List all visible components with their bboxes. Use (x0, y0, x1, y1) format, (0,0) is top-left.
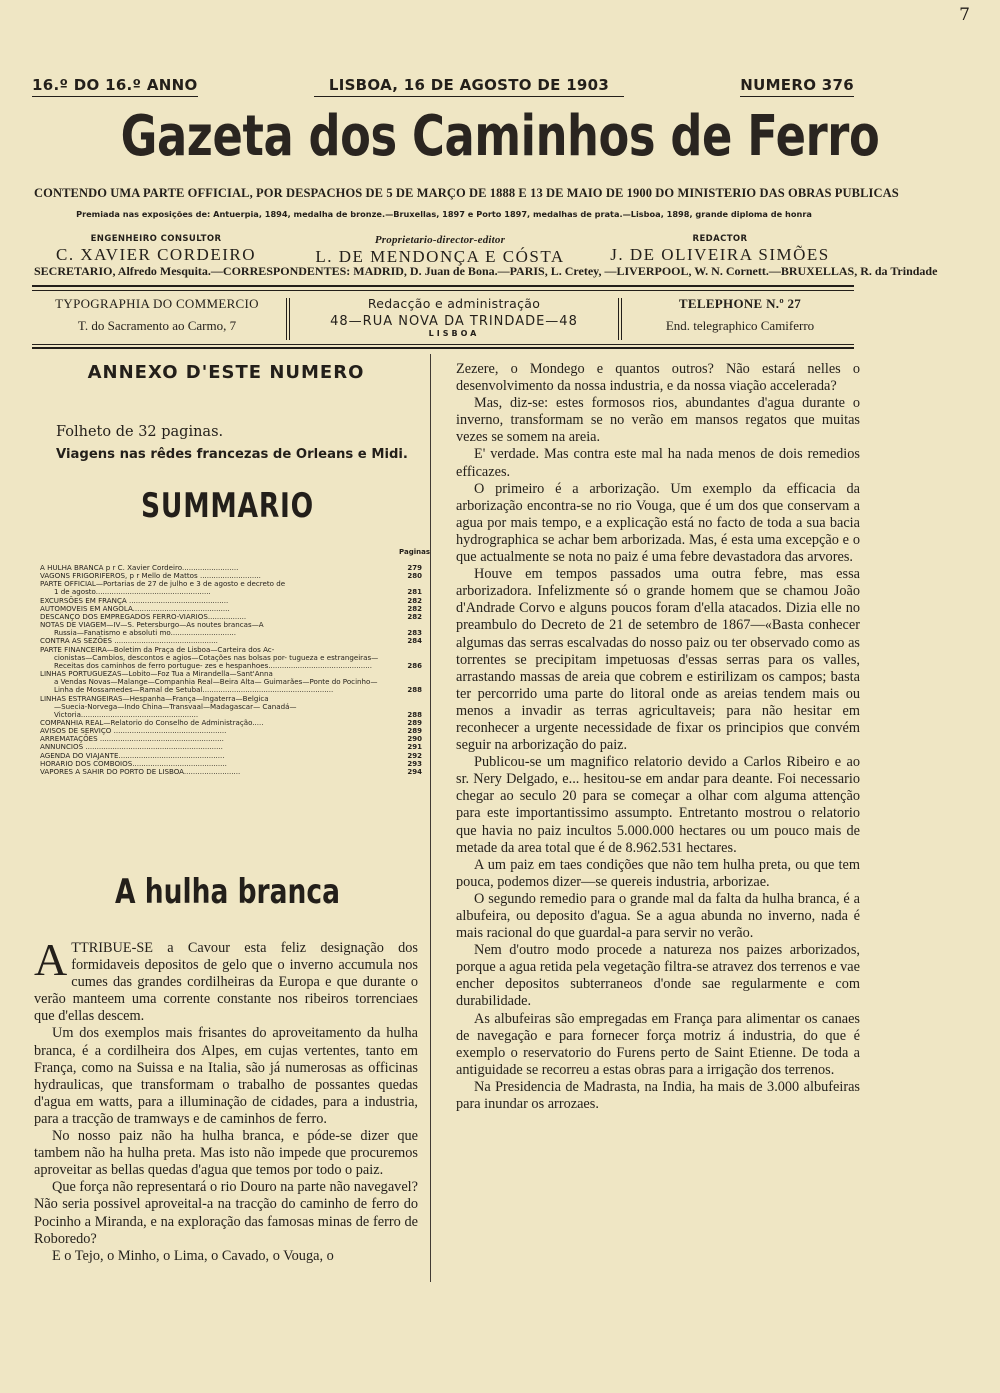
redaccao-city: LISBOA (428, 329, 480, 338)
summary-entry: ANNUNCIOS ............................................................. 291 (40, 742, 422, 752)
typography-box (32, 296, 282, 342)
article-paragraph: Um dos exemplos mais frisantes do aproveitamento da hulha branca, é a cordilheira dos Alpes, em cujas vertentes, tanto em França, como na Suissa e na Italia, são já numerosas as officinas hydraulicas, que transformam o trabalho de possantes quedas d'agua em watts, para a illuminação de cidades, para a industria, para a tracção de tramways e de caminhos de ferro. (34, 1025, 418, 1127)
summary-entry: PARTE FINANCEIRA—Boletim da Praça de Lisboa—Carteira dos Ac- cionistas—Cambios, descontos e agios—Cotações nas bolsas por- tugueza e estrangeiras—Receitas dos caminhos de ferro portugue- zes e hespanhoes.............................................. 286 (40, 644, 422, 670)
summary-entry: LINHAS ESTRANGEIRAS—Hespanha—França—Ingaterra—Belgica —Suecia-Norvega—Indo China—Transvaal—Madagascar— Canadá—Victoria.................................................... 288 (40, 693, 422, 719)
summary-entry: HORARIO DOS COMBOIOS.......................................... 293 (40, 758, 422, 768)
header-rule (32, 285, 854, 287)
summary-entry: A HULHA BRANCA p r C. Xavier Cordeiro......................... 279 (40, 563, 422, 572)
summary-entry: VAPORES A SAHIR DO PORTO DE LISBOA......................... 294 (40, 766, 422, 776)
staff-name: J. DE OLIVEIRA SIMÕES (610, 245, 830, 264)
correspondents-line: SECRETARIO, Alfredo Mesquita.—CORRESPONDENTES: MADRID, D. Juan de Bona.—PARIS, L. Cretey, —LIVERPOOL, W. N. Cornett.—BRUXELLAS, R. da Trindade (34, 264, 938, 278)
article-paragraph: As albufeiras são empregadas em França para alimentar os canaes de navegação e para fornecer força motriz á industria, do que é exemplo o reservatorio do Furens perto de Saint Etienne. De toda a antiguidade se recorreu a estas obras para a irrigação dos terrenos. (456, 1010, 860, 1078)
summary-entry: ARREMATAÇÕES ....................................................... 290 (40, 734, 422, 744)
summary-title: SUMMARIO (140, 486, 315, 526)
typography-address: T. do Sacramento ao Carmo, 7 (77, 318, 237, 333)
telephone-box (626, 296, 854, 342)
article-paragraph: E o Tejo, o Minho, o Lima, o Cavado, o Vouga, o (52, 1247, 334, 1264)
header-rule (32, 347, 854, 349)
article-paragraph: Publicou-se um magnifico relatorio devido a Carlos Ribeiro e ao sr. Nery Delgado, e... hesitou-se em andar para deante. Foi necessario chegar ao seculo 20 para se começar a olhar com alguma attenção para este importantissimo assumpto. Entretanto mostrou o relatorio que havia no paiz incultos 5.000.000 hectares ou um pouco mais de metade da area total que é de 8.962.531 hectares. (456, 754, 860, 856)
annex-viagens: Viagens nas rêdes francezas de Orleans e Midi. (56, 447, 408, 462)
summary-entry: AGENDA DO VIAJANTE............................................... 292 (40, 750, 422, 760)
article-paragraph: Na Presidencia de Madrasta, na India, ha mais de 3.000 albufeiras para inundar os arrozaes. (456, 1078, 860, 1113)
article-paragraph: ATTRIBUE-SE a Cavour esta feliz designação dos formidaveis depositos de gelo que o inverno accumula nos cumes das grandes cordilheiras da Europa e que durante o verão manteem uma corrente constante nos ribeiros torrenciaes que d'ellas descem. (34, 934, 418, 1025)
staff-consultant (26, 234, 286, 265)
year-label: 16.º DO 16.º ANNO (32, 76, 198, 97)
article-paragraph: Mas, diz-se: estes formosos rios, abundantes d'agua durante o inverno, transformam se no verão em mansos regatos que muitas vezes se somem na areia. (456, 395, 860, 446)
article-paragraph: Zezere, o Mondego e quantos outros? Não estará nelles o desenvolvimento da nossa industria, e da nossa viação accelerada? (456, 361, 860, 395)
telegraph-address: End. telegraphico Camiferro (665, 318, 815, 333)
header-rule (32, 344, 854, 345)
masthead-title: Gazeta dos Caminhos de Ferro (120, 104, 880, 169)
masthead-subtitle: CONTENDO UMA PARTE OFFICIAL, POR DESPACHOS DE 5 DE MARÇO DE 1888 E 13 DE MAIO DE 1900 DO MINISTERIO DAS OBRAS PUBLICAS (34, 186, 899, 200)
summary-entry: PARTE OFFICIAL—Portarias de 27 de julho e 3 de agosto e decreto de 1 de agosto................................................... 281 (40, 579, 422, 597)
staff-role: Proprietario-director-editor (374, 234, 506, 246)
annex-title: ANNEXO D'ESTE NUMERO (87, 362, 365, 383)
staff-name: C. XAVIER CORDEIRO (55, 245, 256, 264)
box-divider (286, 298, 290, 340)
redaccao-street: 48—RUA NOVA DA TRINDADE—48 (330, 314, 578, 329)
summary-entry: COMPANHIA REAL—Relatorio do Conselho de Administração..... 289 (40, 717, 422, 727)
annex-folheto: Folheto de 32 paginas. (56, 424, 224, 440)
box-divider (618, 298, 622, 340)
typography-name: TYPOGRAPHIA DO COMMERCIO (55, 296, 259, 311)
staff-role: ENGENHEIRO CONSULTOR (90, 234, 222, 244)
summary-entry: AUTOMOVEIS EM ANGOLA........................................... 282 (40, 603, 422, 613)
prizes-line: Premiada nas exposições de: Antuerpia, 1894, medalha de bronze.—Bruxellas, 1897 e Porto 1897, medalhas de prata.—Lisboa, 1898, grande diploma de honra (76, 209, 812, 219)
issue-line (32, 74, 854, 98)
telephone-number: TELEPHONE N.º 27 (678, 296, 802, 311)
page-number: 7 (959, 5, 970, 25)
redaccao-box (294, 296, 614, 342)
summary-entry: VAGONS FRIGORIFEROS, p r Mello de Mattos ........................... 280 (40, 571, 422, 581)
article-left-column (34, 934, 418, 1265)
article-title: A hulha branca (114, 872, 341, 912)
summary-entry: CONTRA AS SEZÕES .............................................. 284 (40, 636, 422, 646)
article-paragraph: No nosso paiz não ha hulha branca, e póde-se dizer que tambem não ha hulha preta. Mas isto não impede que procuremos aproveitar as bellas quedas d'agua que temos por todo o paiz. (34, 1128, 418, 1179)
drop-cap: A (34, 934, 68, 985)
article-paragraph: Nem d'outro modo procede a natureza nos paizes arborizados, porque a agua retida pela vegetação filtra-se atravez dos terrenos e vae encher depositos subterraneos d'onde sae regularmente e com durabilidade. (456, 942, 860, 1010)
summary-entry: DESCANÇO DOS EMPREGADOS FERRO-VIARIOS................. 282 (40, 611, 422, 621)
place-date: LISBOA, 16 DE AGOSTO DE 1903 (314, 76, 624, 97)
summary-entry: LINHAS PORTUGUEZAS—Lobito—Foz Tua a Mirandella—Sant'Anna a Vendas Novas—Malange—Companhia Real—Beira Alta— Guimarães—Ponte do Pocinho—Linha de Mossamedes—Ramal de Setubal.......................................................... 288 (40, 669, 422, 695)
article-paragraph: O primeiro é a arborização. Um exemplo da efficacia da arborização encontra-se no rio Vouga, que é um dos que conservam a agua por mais tempo, e a explicação está no facto de toda a sua bacia hydrographica se achar bem arborizada. Mas, é esta uma excepção e o que actualmente se nota no paiz é uma febre devastadora das arvores. (456, 480, 860, 566)
summary-entry: AVISOS DE SERVIÇO .................................................. 289 (40, 726, 422, 736)
staff-director (300, 234, 580, 267)
staff-name: L. DE MENDONÇA E CÓSTA (315, 247, 565, 266)
issue-number: NUMERO 376 (740, 76, 854, 97)
article-paragraph: Houve em tempos passados uma outra febre, mas essa arborizadora. Infelizmente só o grande homem que se chamou João d'Andrade Corvo e alguns poucos foram d'ella atacados. Dizia elle no preambulo do Decreto de 21 de setembro de 1867—«Basta conhecer algumas das serras escalvadas do nosso paiz ou ter observado como as torrentes se precipitam impetuosas d'essas serras para os valles, arrastando massas de areia que cobrem e estirilizam os campos; basta ter percorrido uma parte do litoral onde as areias tendem mais ou menos a invadir as terras agricultaveis; para não hesitar em reconhecer a urgente necessidade de fixar os principios que convém seguir na arborização do paiz. (456, 566, 860, 754)
column-divider (430, 354, 431, 1282)
header-rule (32, 290, 854, 291)
article-right-column (456, 361, 860, 1113)
staff-redactor (590, 234, 850, 265)
redaccao-label: Redacção e administração (367, 296, 541, 311)
article-paragraph: A um paiz em taes condições que não tem hulha preta, ou que tem pouca, podemos dizer—se quereis industria, arborizae. (456, 856, 860, 890)
summary-list (40, 564, 428, 776)
summary-entry: NOTAS DE VIAGEM—IV—S. Petersburgo—As noutes brancas—A Russia—Fanatismo e absoluti mo............................. 283 (40, 620, 422, 638)
article-paragraph: E' verdade. Mas contra este mal ha nada menos de dois remedios efficazes. (456, 446, 860, 480)
article-paragraph: O segundo remedio para o grande mal da falta da hulha branca, é a albufeira, ou deposito d'agua. Se a agua abunda no inverno, nada é mais racional do que guardal-a para servir no verão. (456, 890, 860, 942)
summary-entry: EXCURSÕES EM FRANÇA ............................................ 282 (40, 595, 422, 605)
staff-role: REDACTOR (692, 234, 748, 244)
summary-pages-label: Paginas (399, 548, 430, 556)
article-paragraph: Que força não representará o rio Douro na parte não navegavel? Não seria possivel aproveital-a na tracção do caminho de ferro do Pocinho a Miranda, e na exploração das famosas minas de ferro de Roboredo? (34, 1179, 418, 1247)
address-row (32, 296, 854, 342)
